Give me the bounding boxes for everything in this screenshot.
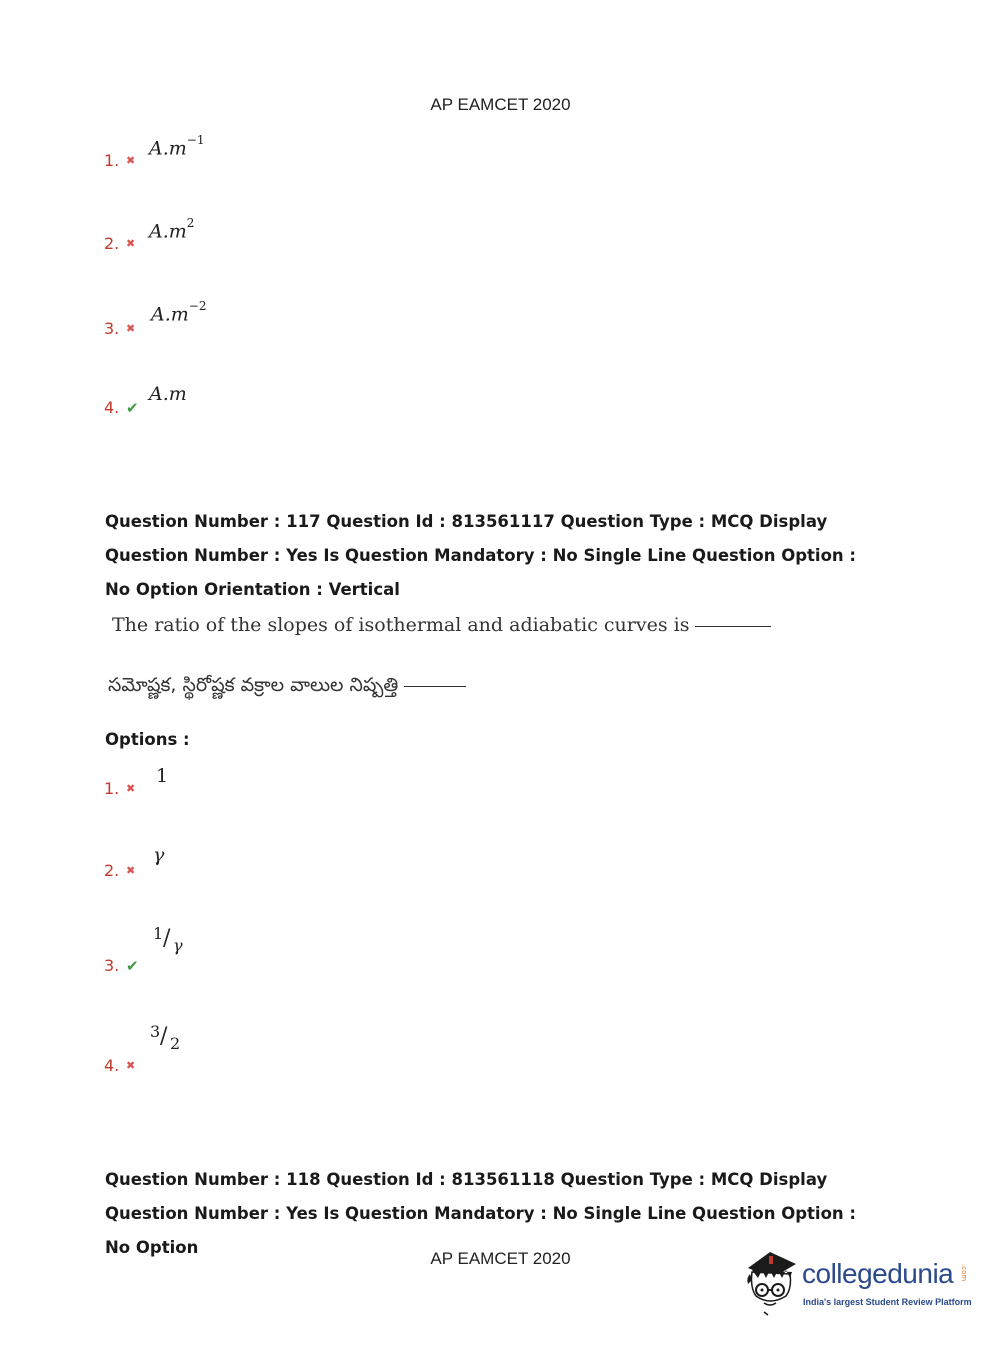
wrong-mark-icon: ✖ — [126, 1059, 136, 1072]
option-formula: $A.m^2$ — [149, 216, 195, 243]
option-value: γ — [153, 844, 165, 866]
collegedunia-logo — [740, 1248, 970, 1318]
fraction-slash: / — [160, 1024, 168, 1049]
fraction-denominator: 2 — [170, 1034, 181, 1053]
question-metadata: Question Number : 118 Question Id : 813561118 Question Type : MCQ Display Question Number : Yes Is Question Mandatory : No Single Line Question Option : No Option — [105, 1170, 857, 1257]
mascot-icon — [740, 1248, 802, 1318]
question-metadata: Question Number : 117 Question Id : 813561117 Question Type : MCQ Display Question Number : Yes Is Question Mandatory : No Single Line Question Option : No Option Orientation : Vertical — [105, 512, 857, 599]
option-number: 1. — [104, 779, 120, 798]
fraction-numerator: 3 — [150, 1022, 161, 1041]
page-footer: AP EAMCET 2020 — [430, 1249, 571, 1268]
correct-check-icon: ✔ — [126, 957, 139, 975]
option-formula: $A.m^{-1}$ — [149, 133, 205, 160]
brand-domain: .com — [960, 1264, 968, 1282]
option-number: 2. — [104, 861, 120, 880]
fraction-slash: / — [163, 926, 171, 951]
question-text-english: The ratio of the slopes of isothermal and adiabatic curves is — [112, 614, 771, 636]
page-header: AP EAMCET 2020 — [430, 95, 571, 114]
option-number: 3. — [104, 956, 120, 975]
wrong-mark-icon: ✖ — [126, 782, 136, 795]
option-number: 3. — [104, 319, 120, 338]
brand-name: collegedunia — [802, 1258, 954, 1289]
wrong-mark-icon: ✖ — [126, 864, 136, 877]
fraction-numerator: 1 — [153, 924, 164, 943]
option-value: 1 — [156, 765, 169, 787]
answer-blank — [695, 626, 771, 627]
option-number: 4. — [104, 1056, 120, 1075]
option-number: 1. — [104, 151, 120, 170]
option-number: 4. — [104, 398, 120, 417]
wrong-mark-icon: ✖ — [126, 322, 136, 335]
option-formula: $A.m^{-2}$ — [151, 299, 207, 326]
wrong-mark-icon: ✖ — [126, 237, 136, 250]
fraction-denominator: γ — [173, 936, 183, 955]
option-formula: A.m — [149, 383, 187, 405]
question-text-telugu: సమోష్ణక, స్థిరోష్ణక వక్రాల వాలుల నిష్పత్తి — [108, 674, 466, 701]
wrong-mark-icon: ✖ — [126, 154, 136, 167]
answer-blank — [404, 686, 466, 687]
brand-tagline: India's largest Student Review Platform — [803, 1297, 972, 1307]
option-number: 2. — [104, 234, 120, 253]
options-label: Options : — [105, 730, 190, 749]
correct-check-icon: ✔ — [126, 399, 139, 417]
